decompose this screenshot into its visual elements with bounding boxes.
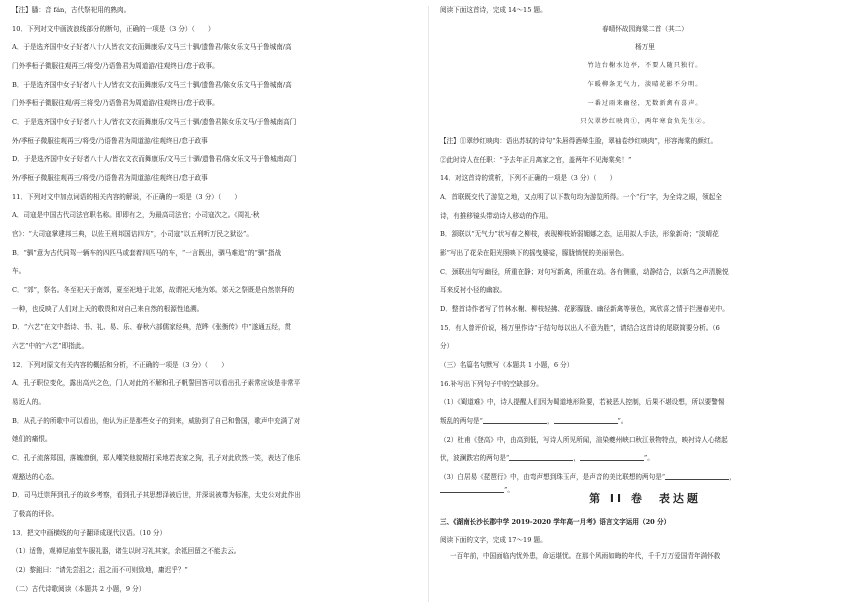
q10-option-c: C．于是选齐国中女子好者八十人/皆衣文衣而舞康乐/文马三十驷/遗鲁君陈女乐文马/于鲁城南高门 (12, 118, 297, 126)
question-15: 15．有人曾评价说，杨万里作诗“于结句每以出人不意为胜”，请结合这首诗的尾联简要分析。（6 (440, 324, 720, 332)
answer-blank[interactable] (580, 460, 644, 461)
answer-blank[interactable] (440, 492, 504, 493)
section-dictation-heading: （三）名篇名句默写（本题共 1 小题，6 分） (440, 361, 574, 369)
question-12: 12．下列对原文有关内容的概括和分析，不正确的一项是（3 分）（ ） (12, 361, 228, 369)
column-divider (428, 6, 429, 602)
q11-option-c: C．“郊”，祭名。冬至祀天于南郊，夏至祀地于北郊，故谓祀天地为郊。郊天之祭既是自然崇拜的 (12, 286, 295, 294)
answer-blank[interactable] (554, 423, 618, 424)
answer-blank[interactable] (509, 460, 573, 461)
q12-option-b: B．从孔子的所歌中可以看出，他认为正是那些女子的到来，威胁到了自己和鲁国，歌声中充满了对 (12, 417, 301, 425)
question-14: 14．对这首诗的赏析，下列不正确的一项是（3 分）（ ） (440, 174, 617, 182)
q10-option-d-cont: 外/季桓子微服往观再三/将受/乃语鲁君为周道游/往观终日/怠于政事 (12, 174, 208, 182)
poem-note-1: 【注】①翠纱红映肉：语出苏轼的诗句“朱唇得酒晕生脸，翠袖卷纱红映肉”，形容海棠的颜红。 (440, 137, 718, 145)
part-3-text: 《湖南长沙长郡中学 2019-2020 学年高一月考》语言文字运用（20 分） (453, 518, 671, 526)
q14-option-c: C．颈联出句写幽径，所重在静；对句写新禽，所重在动。各有侧重，动静结合，以新鸟之声清脆悦 (440, 268, 729, 276)
left-column (12, 0, 422, 608)
q11-option-d: D．“六艺”在文中指诗、书、礼、易、乐、春秋六部儒家经典，范晔《张衡传》中“遂通五经，贯 (12, 323, 292, 331)
question-13: 13．把文中画横线的句子翻译成现代汉语。（10 分） (12, 529, 167, 537)
q12-option-a: A．孔子职位变化，露出高兴之色，门人对此的不解和孔子帆誓回答可以看出孔子素常应该是非常平 (12, 379, 301, 387)
poem-line-4: 只欠翠纱红映肉①，两年寒食负先生②。 (580, 118, 710, 125)
q14-option-c-cont: 耳来反衬小径的幽寂。 (440, 286, 506, 294)
q12-option-a-cont: 易近人的。 (12, 398, 45, 406)
part-3-prefix: 三、 (440, 518, 454, 526)
q14-option-b-cont: 影”写出了花朵在阳光照映下的摇曳婆娑，朦胧惝恍的美丽景色。 (440, 249, 628, 257)
q16-item-1-answer-text: 叛乱的两句是“ (440, 417, 483, 425)
q10-option-b: B．于是选齐国中女子好者八十人/皆衣文衣而舞康乐/文马三十驷/遗鲁君/陈女乐文马于鲁城南/高 (12, 81, 292, 89)
q12-option-d-cont: 了极高的评价。 (12, 510, 59, 518)
poem-intro: 阅读下面这首诗，完成 14～15 题。 (440, 6, 547, 14)
q12-option-c: C．孔子流落郑国，落魄潦倒，郑人嘲笑他貌精打采地若丧家之狗，孔子对此欣然一笑，表达了他乐 (12, 454, 301, 462)
q10-option-b-cont: 门外季桓子微服往观/再三将受/乃语鲁君为周道游/往观终日/怠于政事。 (12, 99, 219, 107)
q16-item-1-answer-line: 叛乱的两句是“ ， ”。 (440, 417, 628, 425)
q16-item-2-answer-line: 伏，波澜跌宕的两句是“ ， ”。 (440, 454, 654, 462)
question-16: 16.补写出下列句子中的空缺部分。 (440, 380, 543, 388)
q11-option-a: A．司寇是中国古代司法官职名称。即即有之，为最高司法官；小司寇次之。《周礼·秋 (12, 211, 260, 219)
q10-option-c-cont: 外/季桓子微服往观再三/将受/乃语鲁君为周道游/往观终日/怠于政事 (12, 137, 208, 145)
q14-option-b: B．颔联以“无气力”状写春之柳枝，表现柳枝娇弱媚娜之态，运用拟人手法，形象新奇；“淡晴花 (440, 230, 719, 238)
part-3-heading (440, 518, 670, 526)
poem-line-2: 乍暖柳条无气力，淡晴花影不分明。 (587, 81, 703, 88)
q14-option-a: A．首联既交代了游览之地，又点明了以下数句均为游览所得。一个“行”字，为全诗之眼，领起全 (440, 193, 722, 201)
question-10: 10．下列对文中画波浪线部分的断句，正确的一项是（3 分）（ ） (12, 25, 215, 33)
q16-item-3-end: 。 (507, 486, 514, 494)
note-line: 【注】膰：音 fán，古代祭祀用的熟肉。 (12, 6, 131, 14)
q12-option-d: D．司马迁崇拜到孔子的故乡考察，看到孔子其思想泽被后世，并深说被尊为标准，太史公对此作出 (12, 491, 301, 499)
question-15-cont: 分） (440, 342, 454, 350)
volume-2-title: 第 II 卷 表达题 (589, 492, 701, 505)
poem-line-1: 竹边台榭水边亭，不要人随只独行。 (587, 62, 703, 69)
question-11: 11．下列对文中加点词语的相关内容的解说，不正确的一项是（3 分）（ ） (12, 193, 241, 201)
q10-option-d: D．于是选齐国中女子好者八十人/皆衣文衣而舞康乐/文马三十驷/遗鲁君/陈女乐文马于鲁城南高门 (12, 155, 297, 163)
q11-option-b: B．“驷”意为古代同驾一辆车的四匹马或套着四匹马的车，“一言既出，驷马难追”的“驷”指战 (12, 249, 282, 257)
q16-item-2-answer-text: 伏，波澜跌宕的两句是“ (440, 454, 510, 462)
q14-option-a-cont: 诗，有推移镜头带动诗人移动的作用。 (440, 212, 553, 220)
q16-item-1: （1）《蜀道难》中，诗人提醒人们因为蜀道地形险要，若被恶人控制，后果不堪设想，所以要警惕 (440, 398, 725, 406)
poem-note-2: ②此时诗人在任职：“予去年正月离家之官，盖两年不见海棠矣！” (440, 156, 632, 164)
answer-blank[interactable] (665, 479, 729, 480)
q13-item-1: （1）适鲁，观禅尼庙堂车服礼器，诸生以时习礼其家，余祗回留之不能去云。 (12, 547, 241, 555)
passage-first-line: 一百年前，中国面临内忧外患，命运堪忧。在那个风雨如晦的年代，千千万万爱国青年满怀救 (450, 552, 721, 560)
poem-line-3: 一番过雨来幽径，无数新禽有喜声。 (587, 100, 703, 107)
q11-option-c-cont: 一种，也反映了人们对上天的敬畏和对自己来自然的根源性追溯。 (12, 305, 204, 313)
poem-author: 杨万里 (635, 43, 655, 51)
q12-option-b-cont: 她们的痛恨。 (12, 435, 52, 443)
poem-title: 春晴怀故园海棠二首（其二） (602, 25, 688, 33)
q16-item-3: （3）白居易《琵琶行》中，由弯声想到珠玉声，是声音的美比联想的两句是“ ， (440, 473, 736, 481)
section-poetry-heading: （二）古代诗歌阅读（本题共 2 小题，9 分） (12, 585, 146, 593)
q11-option-b-cont: 车。 (12, 267, 26, 275)
q13-item-2: （2）黎鉏曰：“请先尝沮之；沮之而不可则致地，庸迟乎？” (12, 566, 188, 574)
q16-item-2: （2）杜甫《登高》中，由高到低，写诗人所见所闻，渲染夔州峡口秋江景物特点，映衬诗人心绪起 (440, 436, 728, 444)
q10-option-a: A．于是选齐国中女子好者八十/人皆衣文衣而舞康乐/文马三十驷/遗鲁君/陈女乐文马于鲁城南/高 (12, 43, 292, 51)
answer-blank[interactable] (483, 423, 547, 424)
q16-item-3-answer-line: ”。 (440, 486, 514, 494)
q14-option-d: D．整首诗作者写了竹林水榭、柳枝轻拂、花影朦胧、幽径新禽等景色，寓欣喜之情于拦漫春光中。 (440, 305, 729, 313)
read-instruction: 阅读下面的文字，完成 17～19 题。 (440, 536, 547, 544)
q11-option-d-cont: 六艺”中的“六艺”即指此。 (12, 342, 89, 350)
q16-item-3-text: （3）白居易《琵琶行》中，由弯声想到珠玉声，是声音的美比联想的两句是“ (440, 473, 666, 481)
q10-option-a-cont: 门外季桓子微服往观再三/将受/乃语鲁君为周道游/往观终日/怠于政事。 (12, 62, 219, 70)
q12-option-c-cont: 观豁达的心态。 (12, 473, 59, 481)
q11-option-a-cont: 官》：“大司寇掌建邦三典，以佐王刑邦国诘四方”，小司寇“以五刑听万民之狱讼”。 (12, 230, 253, 238)
right-column (440, 0, 850, 608)
